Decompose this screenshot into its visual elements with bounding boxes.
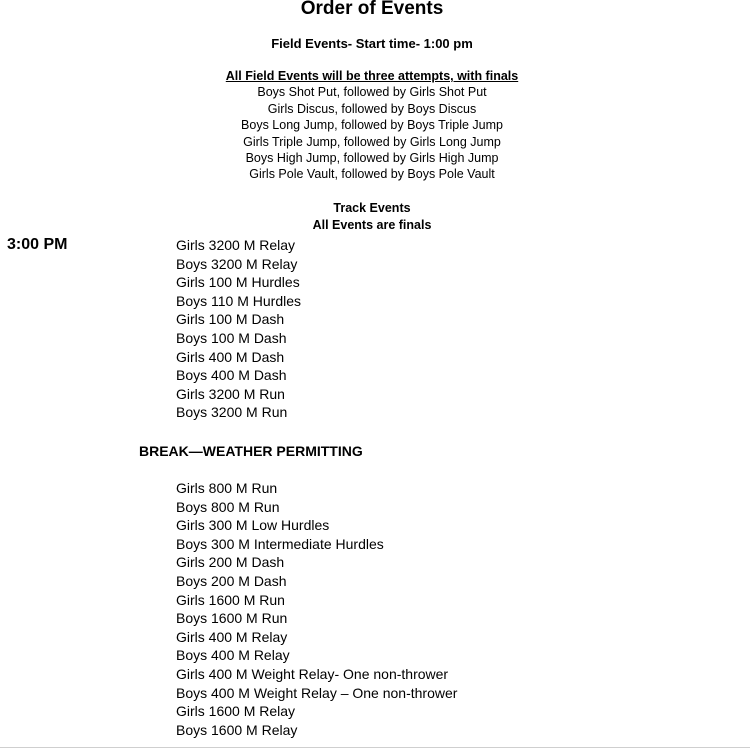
page-bottom-divider (0, 747, 750, 748)
track-event-item: Girls 3200 M Run (176, 385, 285, 402)
track-event-item: Girls 400 M Dash (176, 348, 285, 365)
track-event-item: Boys 200 M Dash (176, 572, 287, 589)
track-events-heading: Track Events (333, 201, 411, 215)
track-event-item: Girls 3200 M Relay (176, 237, 296, 253)
field-event-item: Girls Pole Vault, followed by Boys Pole Vault (249, 167, 495, 182)
track-event-item: Boys 1600 M Relay (176, 721, 298, 738)
track-event-item: Boys 3200 M Run (176, 404, 288, 421)
field-event-item: Boys Long Jump, followed by Boys Triple Jump (241, 118, 503, 133)
track-event-item: Boys 300 M Intermediate Hurdles (176, 535, 384, 552)
track-event-item: Girls 1600 M Relay (176, 703, 296, 720)
track-event-item: Boys 400 M Weight Relay – One non-thrower (176, 684, 458, 701)
track-events-section (0, 200, 744, 234)
track-events-list-before-break (176, 236, 301, 422)
track-start-time: 3:00 PM (7, 236, 68, 253)
track-event-item: Girls 100 M Hurdles (176, 274, 300, 291)
field-events-section (0, 68, 744, 183)
track-event-item: Girls 100 M Dash (176, 311, 285, 328)
track-events-list-after-break (176, 479, 457, 739)
track-event-item: Girls 1600 M Run (176, 591, 285, 608)
break-label: BREAK—WEATHER PERMITTING (139, 443, 363, 459)
track-event-item: Boys 400 M Dash (176, 367, 287, 384)
track-event-item: Boys 800 M Run (176, 498, 280, 515)
page-title: Order of Events (300, 0, 444, 19)
field-events-heading: All Field Events will be three attempts, with finals (225, 69, 519, 83)
track-event-item: Girls 400 M Weight Relay- One non-thrower (176, 665, 449, 682)
field-event-item: Girls Triple Jump, followed by Girls Long Jump (243, 134, 501, 149)
field-start-time: Field Events- Start time- 1:00 pm (271, 36, 473, 51)
track-event-item: Girls 800 M Run (176, 480, 278, 496)
field-event-item: Girls Discus, followed by Boys Discus (267, 101, 477, 116)
track-event-item: Girls 200 M Dash (176, 554, 285, 571)
track-event-item: Boys 3200 M Relay (176, 255, 298, 272)
field-event-item: Boys Shot Put, followed by Girls Shot Put (257, 85, 487, 100)
track-event-item: Boys 110 M Hurdles (176, 292, 302, 309)
track-event-item: Boys 100 M Dash (176, 329, 287, 346)
track-events-subheading: All Events are finals (312, 218, 432, 232)
field-event-item: Boys High Jump, followed by Girls High Jump (245, 151, 499, 166)
track-event-item: Boys 1600 M Run (176, 610, 288, 627)
field-events-list (0, 84, 744, 182)
track-event-item: Girls 400 M Relay (176, 628, 288, 645)
track-event-item: Girls 300 M Low Hurdles (176, 517, 330, 534)
track-event-item: Boys 400 M Relay (176, 647, 290, 664)
